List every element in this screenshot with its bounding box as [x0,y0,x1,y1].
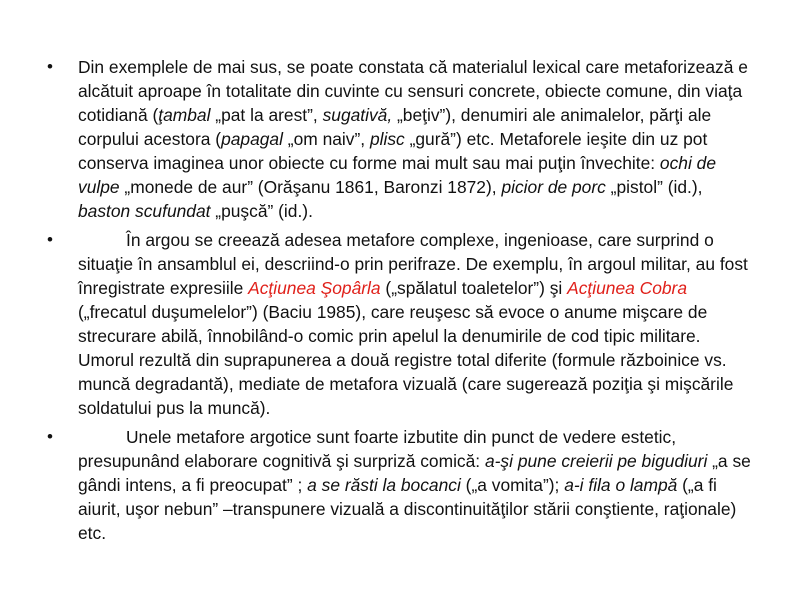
text-segment: Unele metafore argotice sunt foarte izbutite din punct de vedere estetic, presupunând elaborare cognitivă şi surpriză comică: [78,427,677,471]
italic-term: a se răsti la bocanci [307,475,461,495]
text-segment: („frecatul duşumelelor”) (Baciu 1985), care reuşesc să evoce o anume mişcare de strecurare abilă, înnobilând-o comic prin apelul la denumirile de cod tipic militare. Umorul rezultă din suprapunerea a două registre total diferite (formule războinice vs. muncă degradantă), mediate de metafora vizuală (care sugerează poziţia şi mişcările soldatului pus la muncă). [78,302,734,418]
italic-term: papagal [221,129,283,149]
bullet-glyph: • [47,427,53,446]
text-segment: „monede de aur” (Orăşanu 1861, Baronzi 1872), [119,177,502,197]
highlighted-term: Acţiunea Şopârla [248,278,381,298]
italic-term: ţambal [158,105,211,125]
bullet-item-2 [47,228,752,420]
text-segment: „pat la arest”, [210,105,323,125]
text-segment: „om naiv”, [282,129,370,149]
text-segment: „a se gândi intens, a fi preocupat” ; [78,451,751,495]
bullet-list [47,55,752,550]
highlighted-term: Acţiunea Cobra [567,278,687,298]
text-segment: „beţiv”), denumiri ale animalelor, părţi ale corpului acestora ( [78,105,712,149]
italic-term: sugativă, [322,105,393,125]
italic-term: a-i fila o lampă [564,475,678,495]
bullet-glyph: • [47,230,53,249]
text-segment: („spălatul toaletelor”) şi [380,278,568,298]
bullet-item-1 [47,55,752,223]
text-segment: („a fi aiurit, uşor nebun” –transpunere vizuală a discontinuităţilor stării conştiente, raţionale) etc. [78,475,737,543]
text-segment: „gură”) etc. Metaforele ieşite din uz pot conserva imaginea unor obiecte cu forme mai mult sau mai puţin învechite: [78,129,708,173]
text-segment: („a vomita”); [460,475,565,495]
italic-term: a-şi pune creierii pe bigudiuri [484,451,708,471]
italic-term: picior de porc [501,177,606,197]
text-segment: „pistol” (id.), [605,177,703,197]
bullet-item-3 [47,425,752,545]
text-segment: Din exemplele de mai sus, se poate constata că materialul lexical care metaforizează e alcătuit aproape în totalitate din cuvinte cu sensuri concrete, obiecte comune, din viaţa cotidiană ( [78,57,748,125]
text-segment: „puşcă” (id.). [210,201,313,221]
italic-term: ochi de vulpe [78,153,716,197]
bullet-glyph: • [47,57,53,76]
text-segment: În argou se creează adesea metafore complexe, ingenioase, care surprind o situaţie în ansamblul ei, descriind-o prin perifraze. De exemplu, în argoul militar, au fost înregistrate expresiile [78,230,748,298]
italic-term: plisc [369,129,405,149]
italic-term: baston scufundat [78,201,211,221]
